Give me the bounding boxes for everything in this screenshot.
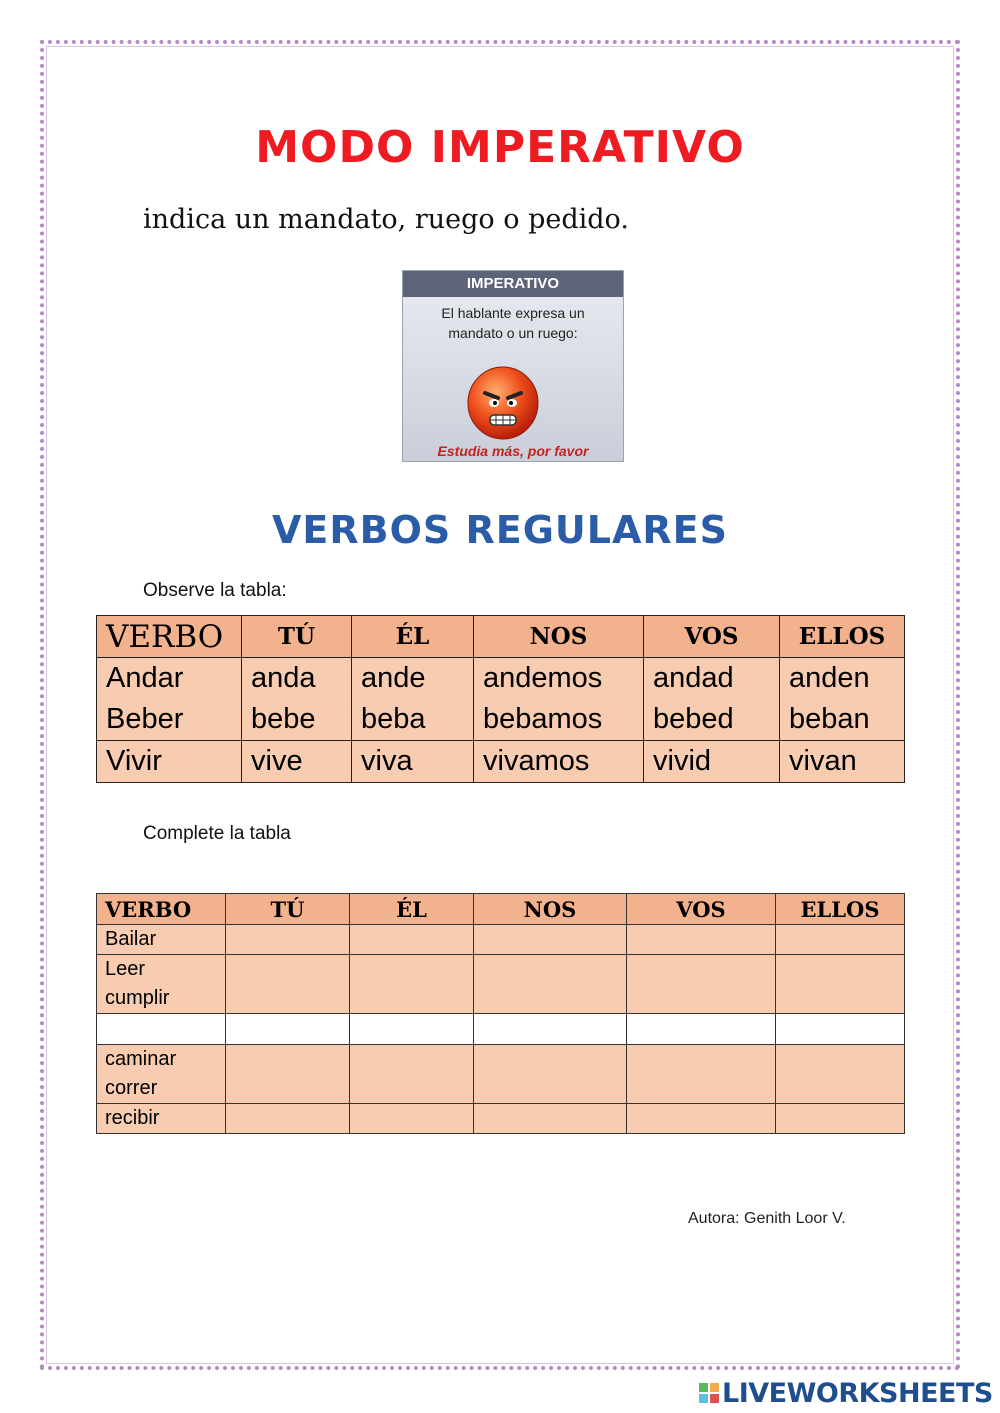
- table-row: [97, 1014, 905, 1045]
- table-row: [97, 1104, 905, 1134]
- answer-cell[interactable]: [776, 1104, 905, 1134]
- cell-nos: andemos: [474, 658, 644, 700]
- complete-label: Complete la tabla: [143, 823, 291, 844]
- illustration-text: [403, 303, 623, 343]
- answer-cell[interactable]: [226, 955, 350, 1014]
- cell-tu: vive: [242, 741, 352, 783]
- observe-label: Observe la tabla:: [143, 580, 287, 601]
- answer-cell[interactable]: [350, 1014, 474, 1045]
- cell-ellos: beban: [780, 699, 905, 741]
- header-vos: VOS: [627, 894, 776, 925]
- header-nos: NOS: [474, 616, 644, 658]
- empty-cell: [97, 1014, 226, 1045]
- table-row: [97, 658, 905, 700]
- cell-verb: [97, 955, 226, 1014]
- answer-cell[interactable]: [627, 1014, 776, 1045]
- answer-cell[interactable]: [776, 1045, 905, 1104]
- table-row: [97, 1045, 905, 1104]
- section-title: VERBOS REGULARES: [272, 508, 728, 552]
- answer-cell[interactable]: [226, 1045, 350, 1104]
- answer-cell[interactable]: [226, 1014, 350, 1045]
- answer-cell[interactable]: [627, 1104, 776, 1134]
- verb-leer: Leer: [105, 958, 146, 980]
- table-row: [97, 955, 905, 1014]
- header-verbo: VERBO: [97, 616, 242, 658]
- cell-el: beba: [352, 699, 474, 741]
- liveworksheets-logo: [699, 1378, 993, 1408]
- answer-cell[interactable]: [350, 1045, 474, 1104]
- answer-cell[interactable]: [474, 1045, 627, 1104]
- answer-cell[interactable]: [350, 925, 474, 955]
- header-tu: TÚ: [242, 616, 352, 658]
- header-el: ÉL: [350, 894, 474, 925]
- angry-face-icon: [463, 365, 563, 445]
- header-el: ÉL: [352, 616, 474, 658]
- header-tu: TÚ: [226, 894, 350, 925]
- exercise-table: [96, 893, 905, 1134]
- logo-text: LIVEWORKSHEETS: [722, 1377, 993, 1409]
- cell-verb: Bailar: [97, 925, 226, 955]
- answer-cell[interactable]: [474, 955, 627, 1014]
- illustration-header: IMPERATIVO: [403, 271, 623, 297]
- definition-text: indica un mandato, ruego o pedido.: [143, 204, 629, 235]
- answer-cell[interactable]: [474, 925, 627, 955]
- header-nos: NOS: [474, 894, 627, 925]
- answer-cell[interactable]: [474, 1104, 627, 1134]
- answer-cell[interactable]: [350, 955, 474, 1014]
- cell-verb: Andar: [97, 658, 242, 700]
- cell-tu: bebe: [242, 699, 352, 741]
- answer-cell[interactable]: [226, 925, 350, 955]
- answer-cell[interactable]: [776, 925, 905, 955]
- illustration-line-1: El hablante expresa un: [441, 305, 585, 321]
- answer-cell[interactable]: [776, 1014, 905, 1045]
- table-row: [97, 699, 905, 741]
- answer-cell[interactable]: [627, 925, 776, 955]
- header-vos: VOS: [644, 616, 780, 658]
- cell-verb: Beber: [97, 699, 242, 741]
- header-ellos: ELLOS: [780, 616, 905, 658]
- cell-ellos: anden: [780, 658, 905, 700]
- author-credit: Autora: Genith Loor V.: [688, 1210, 846, 1227]
- logo-squares-icon: [699, 1383, 719, 1403]
- answer-cell[interactable]: [226, 1104, 350, 1134]
- page-title: MODO IMPERATIVO: [255, 122, 745, 173]
- table-header-row: [97, 894, 905, 925]
- table-row: [97, 741, 905, 783]
- cell-nos: vivamos: [474, 741, 644, 783]
- header-ellos: ELLOS: [776, 894, 905, 925]
- cell-verb: recibir: [97, 1104, 226, 1134]
- verb-caminar: caminar: [105, 1048, 177, 1070]
- cell-tu: anda: [242, 658, 352, 700]
- verb-cumplir: cumplir: [105, 987, 170, 1009]
- cell-verb: Vivir: [97, 741, 242, 783]
- verb-correr: correr: [105, 1077, 158, 1099]
- cell-nos: bebamos: [474, 699, 644, 741]
- cell-ellos: vivan: [780, 741, 905, 783]
- answer-cell[interactable]: [474, 1014, 627, 1045]
- answer-cell[interactable]: [776, 955, 905, 1014]
- answer-cell[interactable]: [627, 955, 776, 1014]
- cell-vos: bebed: [644, 699, 780, 741]
- header-verbo: VERBO: [97, 894, 226, 925]
- cell-verb: [97, 1045, 226, 1104]
- cell-vos: andad: [644, 658, 780, 700]
- table-row: [97, 925, 905, 955]
- illustration-caption: Estudia más, por favor: [437, 443, 589, 459]
- cell-el: ande: [352, 658, 474, 700]
- imperativo-illustration: [402, 270, 624, 462]
- cell-vos: vivid: [644, 741, 780, 783]
- answer-cell[interactable]: [350, 1104, 474, 1134]
- conjugation-table: [96, 615, 905, 783]
- answer-cell[interactable]: [627, 1045, 776, 1104]
- table-header-row: [97, 616, 905, 658]
- illustration-line-2: mandato o un ruego:: [448, 325, 578, 341]
- cell-el: viva: [352, 741, 474, 783]
